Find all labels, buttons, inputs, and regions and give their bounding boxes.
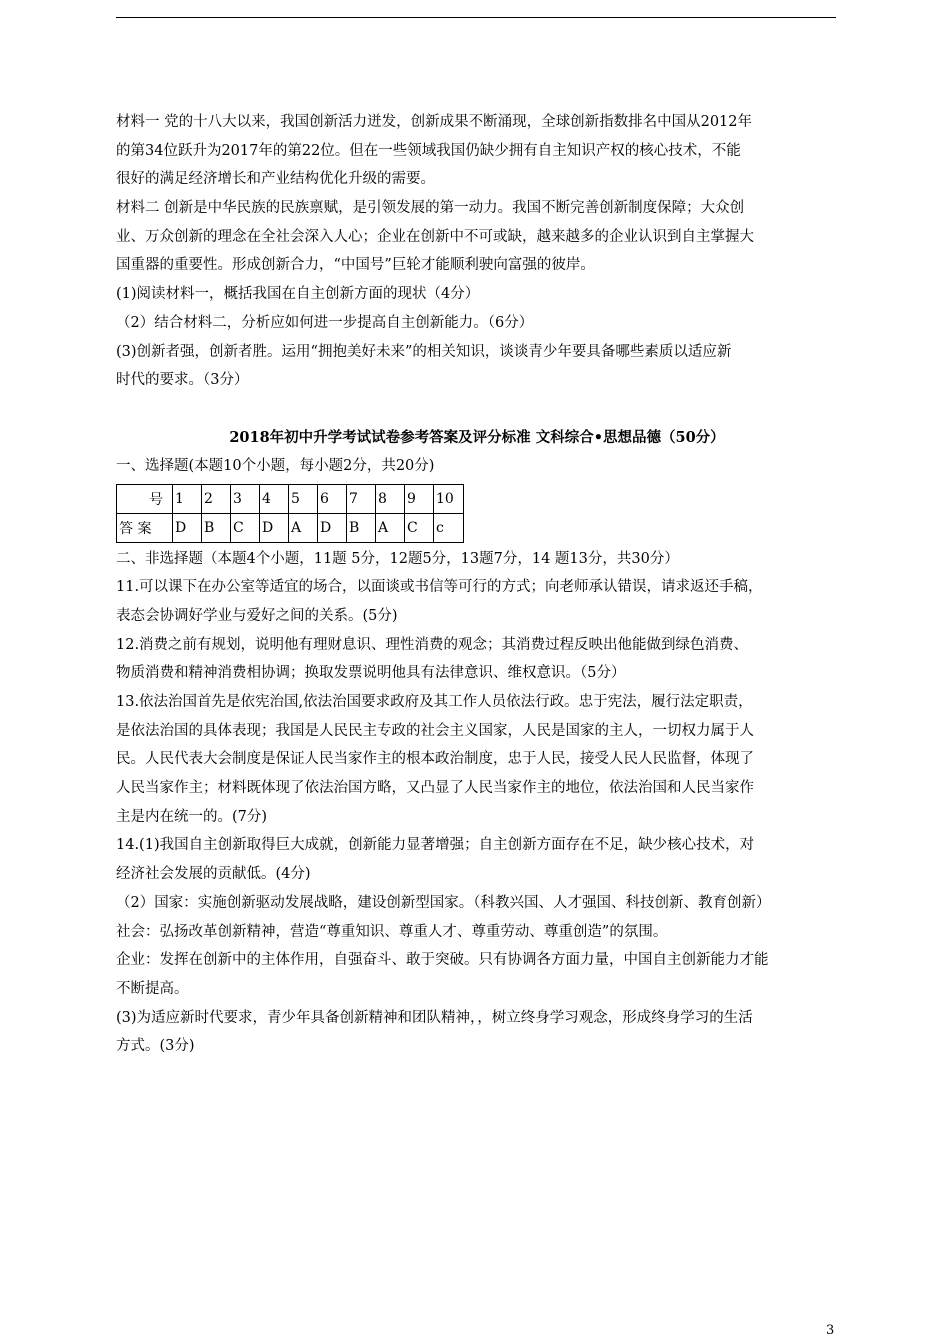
answer-line: 企业：发挥在创新中的主体作用，自强奋斗、敢于突破。只有协调各方面力量，中国自主创新能力才能	[116, 952, 769, 969]
number-cell: 6	[318, 484, 347, 513]
number-cell: 4	[260, 484, 289, 513]
answer-key-title: 2018年初中升学考试试卷参考答案及评分标准 文科综合•思想品德（50分）	[229, 428, 725, 446]
answer-cell: A	[289, 513, 318, 542]
number-cell: 1	[173, 484, 202, 513]
answer-line: 物质消费和精神消费相协调；换取发票说明他具有法律意识、维权意识。（5分）	[116, 665, 626, 682]
answer-cell: D	[173, 513, 202, 542]
answer-line: 方式。(3分)	[116, 1038, 195, 1055]
answer-cell: c	[434, 513, 464, 542]
answer-line: 是依法治国的具体表现；我国是人民民主专政的社会主义国家，人民是国家的主人，一切权力属于人	[116, 722, 754, 739]
answer-cell: B	[347, 513, 376, 542]
table-row	[117, 484, 464, 513]
answer-cell: B	[202, 513, 231, 542]
section-heading: 一、选择题(本题10个小题，每小题2分，共20分)	[116, 457, 435, 474]
section-heading: 二、非选择题（本题4个小题，11题 5分，12题5分，13题7分，14 题13分，共30分）	[116, 550, 679, 567]
document-body	[116, 108, 838, 1061]
question-line: 时代的要求。（3分）	[116, 372, 249, 389]
answer-cell: C	[405, 513, 434, 542]
answer-line: 14.(1)我国自主创新取得巨大成就，创新能力显著增强；自主创新方面存在不足，缺少核心技术，对	[116, 837, 755, 854]
number-cell: 9	[405, 484, 434, 513]
material-section	[116, 108, 838, 395]
page-number: 3	[826, 1323, 835, 1338]
number-cell: 5	[289, 484, 318, 513]
table-row	[117, 513, 464, 542]
number-cell: 3	[231, 484, 260, 513]
answer-line: 民。人民代表大会制度是保证人民当家作主的根本政治制度，忠于人民，接受人民人民监督，体现了	[116, 751, 754, 768]
answer-line: 人民当家作主；材料既体现了依法治国方略，又凸显了人民当家作主的地位，依法治国和人民当家作	[116, 780, 754, 797]
material-line: 材料一 党的十八大以来，我国创新活力迸发，创新成果不断涌现，全球创新指数排名中国从2012年	[116, 114, 753, 130]
answer-cell: D	[318, 513, 347, 542]
answer-line: 12.消费之前有规划，说明他有理财息识、理性消费的观念；其消费过程反映出他能做到绿色消费、	[116, 636, 749, 653]
number-cell: 10	[434, 484, 464, 513]
answer-cell: D	[260, 513, 289, 542]
material-line: 的第34位跃升为2017年的第22位。但在一些领域我国仍缺少拥有自主知识产权的核心技术，不能	[116, 142, 741, 159]
question-line: （2）结合材料二，分析应如何进一步提高自主创新能力。（6分）	[116, 314, 534, 331]
answer-section	[116, 545, 838, 1061]
material-line: 很好的满足经济增长和产业结构优化升级的需要。	[116, 171, 435, 188]
header-rule	[116, 17, 836, 18]
answer-table	[116, 484, 464, 543]
material-line: 国重器的重要性。形成创新合力，“中国号”巨轮才能顺利驶向富强的彼岸。	[116, 257, 595, 274]
material-line: 材料二 创新是中华民族的民族禀赋，是引领发展的第一动力。我国不断完善创新制度保障；大众创	[116, 200, 745, 217]
number-cell: 8	[376, 484, 405, 513]
question-line: (1)阅读材料一，概括我国在自主创新方面的现状（4分）	[116, 286, 480, 303]
answer-cell: C	[231, 513, 260, 542]
number-cell: 2	[202, 484, 231, 513]
answer-cell: A	[376, 513, 405, 542]
answer-line: 11.可以课下在办公室等适宜的场合，以面谈或书信等可行的方式；向老师承认错误，请求返还手稿，	[116, 579, 763, 596]
number-cell: 7	[347, 484, 376, 513]
answer-header-cell: 答 案	[117, 513, 173, 542]
answer-line: (3)为适应新时代要求，青少年具备创新精神和团队精神，，树立终身学习观念，形成终身学习的生活	[116, 1009, 753, 1026]
question-line: (3)创新者强，创新者胜。运用“拥抱美好未来”的相关知识，谈谈青少年要具备哪些素质以适应新	[116, 343, 732, 360]
answer-line: 表态会协调好学业与爱好之间的关系。(5分)	[116, 607, 398, 624]
material-line: 业、万众创新的理念在全社会深入人心；企业在创新中不可或缺，越来越多的企业认识到自主掌握大	[116, 228, 754, 245]
answer-line: 主是内在统一的。(7分)	[116, 808, 268, 825]
answer-line: 社会：弘扬改革创新精神，营造“尊重知识、尊重人才、尊重劳动、尊重创造”的氛围。	[116, 923, 668, 940]
answer-line: 经济社会发展的贡献低。(4分)	[116, 866, 311, 883]
answer-line: 不断提高。	[116, 980, 189, 997]
answer-line: （2）国家：实施创新驱动发展战略，建设创新型国家。（科教兴国、人才强国、科技创新、教育创新）	[116, 894, 771, 911]
number-header-cell: 号	[117, 484, 173, 513]
answer-line: 13.依法治国首先是依宪治国,依法治国要求政府及其工作人员依法行政。忠于宪法，履行法定职责，	[116, 694, 753, 710]
